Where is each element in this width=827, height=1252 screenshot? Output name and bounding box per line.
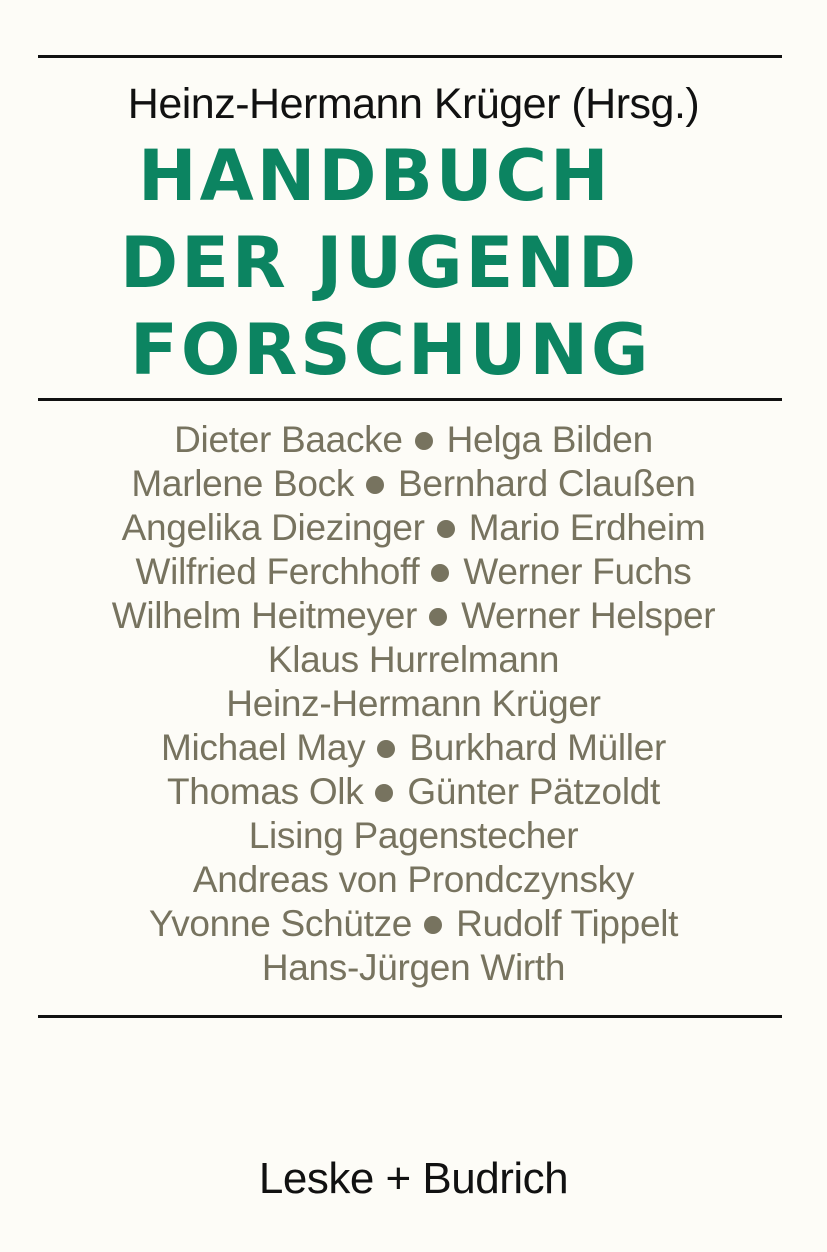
title-line-3: FORSCHUNG bbox=[130, 309, 652, 391]
contributor-name: Andreas von Prondczynsky bbox=[192, 859, 635, 900]
contributor-name: Michael May bbox=[160, 727, 366, 768]
contributor-line bbox=[0, 506, 827, 550]
contributor-name: Bernhard Claußen bbox=[398, 463, 696, 504]
contributor-line bbox=[0, 726, 827, 770]
contributor-name: Lising Pagenstecher bbox=[248, 815, 579, 856]
bullet-icon bbox=[366, 476, 384, 494]
title-line-2: DER JUGEND bbox=[120, 222, 640, 304]
top-rule bbox=[38, 55, 782, 58]
contributor-name: Marlene Bock bbox=[131, 463, 355, 504]
contributor-line bbox=[0, 858, 827, 902]
contributor-name: Angelika Diezinger bbox=[121, 507, 425, 548]
contributor-line bbox=[0, 902, 827, 946]
publisher-name: Leske + Budrich bbox=[258, 1154, 569, 1203]
contributor-name: Yvonne Schütze bbox=[148, 903, 413, 944]
contributor-name: Rudolf Tippelt bbox=[456, 903, 679, 944]
editor-name: Heinz-Hermann Krüger (Hrsg.) bbox=[127, 80, 700, 128]
bullet-icon bbox=[424, 916, 442, 934]
bullet-icon bbox=[431, 564, 449, 582]
contributor-name: Mario Erdheim bbox=[468, 507, 706, 548]
contributor-name: Dieter Baacke bbox=[174, 419, 403, 460]
contributor-name: Günter Pätzoldt bbox=[407, 771, 661, 812]
contributor-name: Wilhelm Heitmeyer bbox=[111, 595, 418, 636]
contributor-line bbox=[0, 946, 827, 990]
title-line-1: HANDBUCH bbox=[138, 135, 612, 217]
contributor-line bbox=[0, 770, 827, 814]
contributor-line bbox=[0, 594, 827, 638]
bullet-icon bbox=[429, 608, 447, 626]
contributor-name: Werner Helsper bbox=[461, 595, 716, 636]
contributor-name: Thomas Olk bbox=[166, 771, 364, 812]
contributor-name: Burkhard Müller bbox=[409, 727, 667, 768]
bullet-icon bbox=[437, 520, 455, 538]
book-title bbox=[120, 133, 760, 394]
contributor-line bbox=[0, 418, 827, 462]
contributor-name: Werner Fuchs bbox=[463, 551, 692, 592]
contributor-line bbox=[0, 682, 827, 726]
contributor-list bbox=[0, 418, 827, 990]
contributor-line bbox=[0, 462, 827, 506]
bullet-icon bbox=[377, 740, 395, 758]
contributor-line bbox=[0, 638, 827, 682]
contributor-name: Helga Bilden bbox=[446, 419, 653, 460]
middle-rule bbox=[38, 398, 782, 401]
contributor-name: Hans-Jürgen Wirth bbox=[261, 947, 566, 988]
contributor-line bbox=[0, 550, 827, 594]
bottom-rule bbox=[38, 1015, 782, 1018]
contributor-line bbox=[0, 814, 827, 858]
contributor-name: Heinz-Hermann Krüger bbox=[226, 683, 601, 724]
contributor-name: Klaus Hurrelmann bbox=[267, 639, 560, 680]
bullet-icon bbox=[415, 432, 433, 450]
bullet-icon bbox=[375, 784, 393, 802]
contributor-name: Wilfried Ferchhoff bbox=[135, 551, 420, 592]
